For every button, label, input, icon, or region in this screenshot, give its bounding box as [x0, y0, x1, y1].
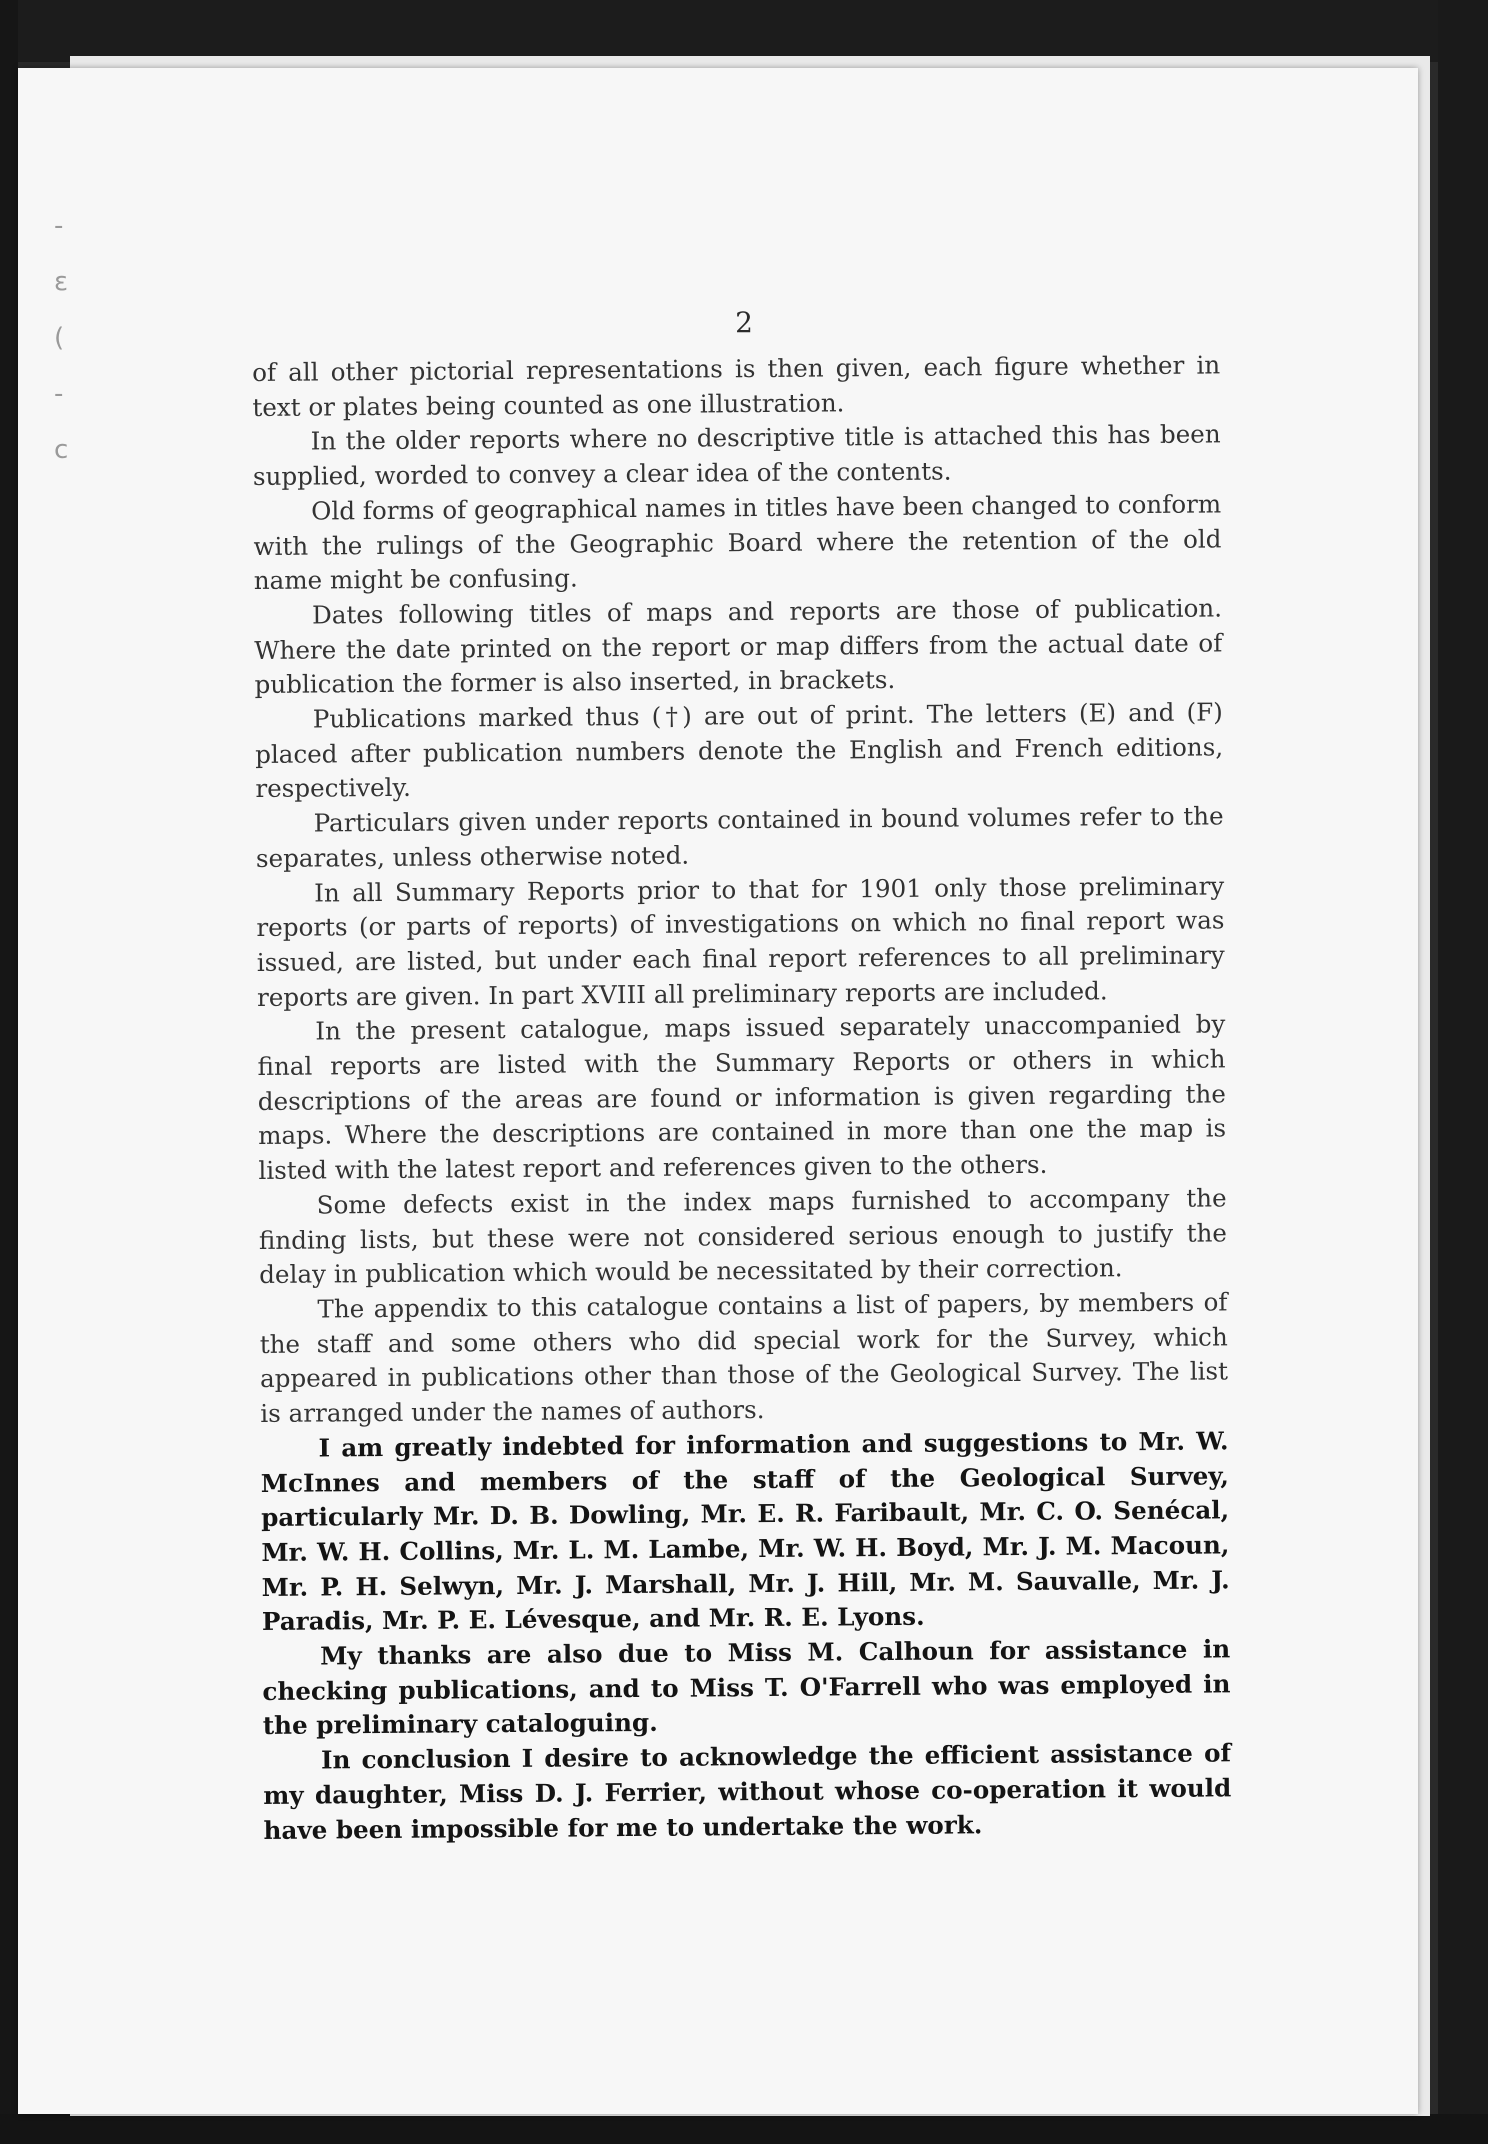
paragraph: Dates following titles of maps and reports are those of publication. Where the date printed on the report or map differs from the actual date of publication the former is also inserted, in brackets. — [254, 593, 1223, 700]
margin-mark: ε — [54, 267, 69, 297]
margin-mark: c — [54, 435, 69, 465]
paragraph-thanks: My thanks are also due to Miss M. Calhoun for assistance in checking publications, and to Miss T. O'Farrell who was employed in the preliminary cataloguing. — [262, 1634, 1231, 1741]
margin-mark: ( — [54, 323, 65, 353]
paragraph: The appendix to this catalogue contains a list of papers, by members of the staff and some others who did special work for the Survey, which appeared in publications other than those of the Geological Survey. The list is arranged under the names of authors. — [259, 1287, 1229, 1429]
margin-mark: ‑ — [54, 379, 64, 409]
paragraph: In the older reports where no descriptive title is attached this has been supplied, worded to convey a clear idea of the contents. — [252, 419, 1221, 492]
paragraph-conclusion: In conclusion I desire to acknowledge the efficient assistance of my daughter, Miss D. J. Ferrier, without whose co-operation it would have been impossible for me to undertake the work. — [263, 1738, 1232, 1845]
paragraph: of all other pictorial representations is then given, each figure whether in text or plates being counted as one illustration. — [252, 350, 1221, 422]
scan-border-top — [0, 0, 1488, 62]
paragraph: Old forms of geographical names in titles have been changed to conform with the rulings of the Geographic Board where the retention of the old name might be confusing. — [253, 489, 1222, 596]
page-number: 2 — [735, 306, 753, 339]
paragraph: Publications marked thus (†) are out of print. The letters (E) and (F) placed after publication numbers denote the English and French editions, respectively. — [255, 697, 1224, 804]
paragraph: Some defects exist in the index maps furnished to accompany the finding lists, but these were not considered serious enough to justify the delay in publication which would be necessitated by their correction. — [258, 1183, 1228, 1290]
scan-border-bottom — [0, 2114, 1488, 2144]
paragraph: Particulars given under reports contained in bound volumes refer to the separates, unless otherwise noted. — [255, 801, 1224, 873]
body-text — [252, 348, 1232, 1848]
paragraph-acknowledgements: I am greatly indebted for information and suggestions to Mr. W. McInnes and members of the staff of the Geological Survey, particularly Mr. D. B. Dowling, Mr. E. R. Faribault, Mr. C. O. Senécal, Mr. W. H. Collins, Mr. L. M. Lambe, Mr. W. H. Boyd, Mr. J. M. Macoun, Mr. P. H. Selwyn, Mr. J. Marshall, Mr. J. Hill, Mr. M. Sauvalle, Mr. J. Paradis, Mr. P. E. Lévesque, and Mr. R. E. Lyons. — [260, 1426, 1230, 1637]
margin-mark: ‑ — [54, 211, 64, 241]
paragraph: In the present catalogue, maps issued separately unaccompanied by final reports are listed with the Summary Reports or others in which descriptions of the areas are found or information is given regarding the maps. Where the descriptions are contained in more than one the map is listed with the latest report and references given to the others. — [257, 1009, 1227, 1186]
paragraph: In all Summary Reports prior to that for 1901 only those preliminary reports (or parts of reports) of investigations on which no final report was issued, are listed, but under each final report references to all preliminary reports are given. In part XVIII all preliminary reports are included. — [256, 870, 1225, 1012]
